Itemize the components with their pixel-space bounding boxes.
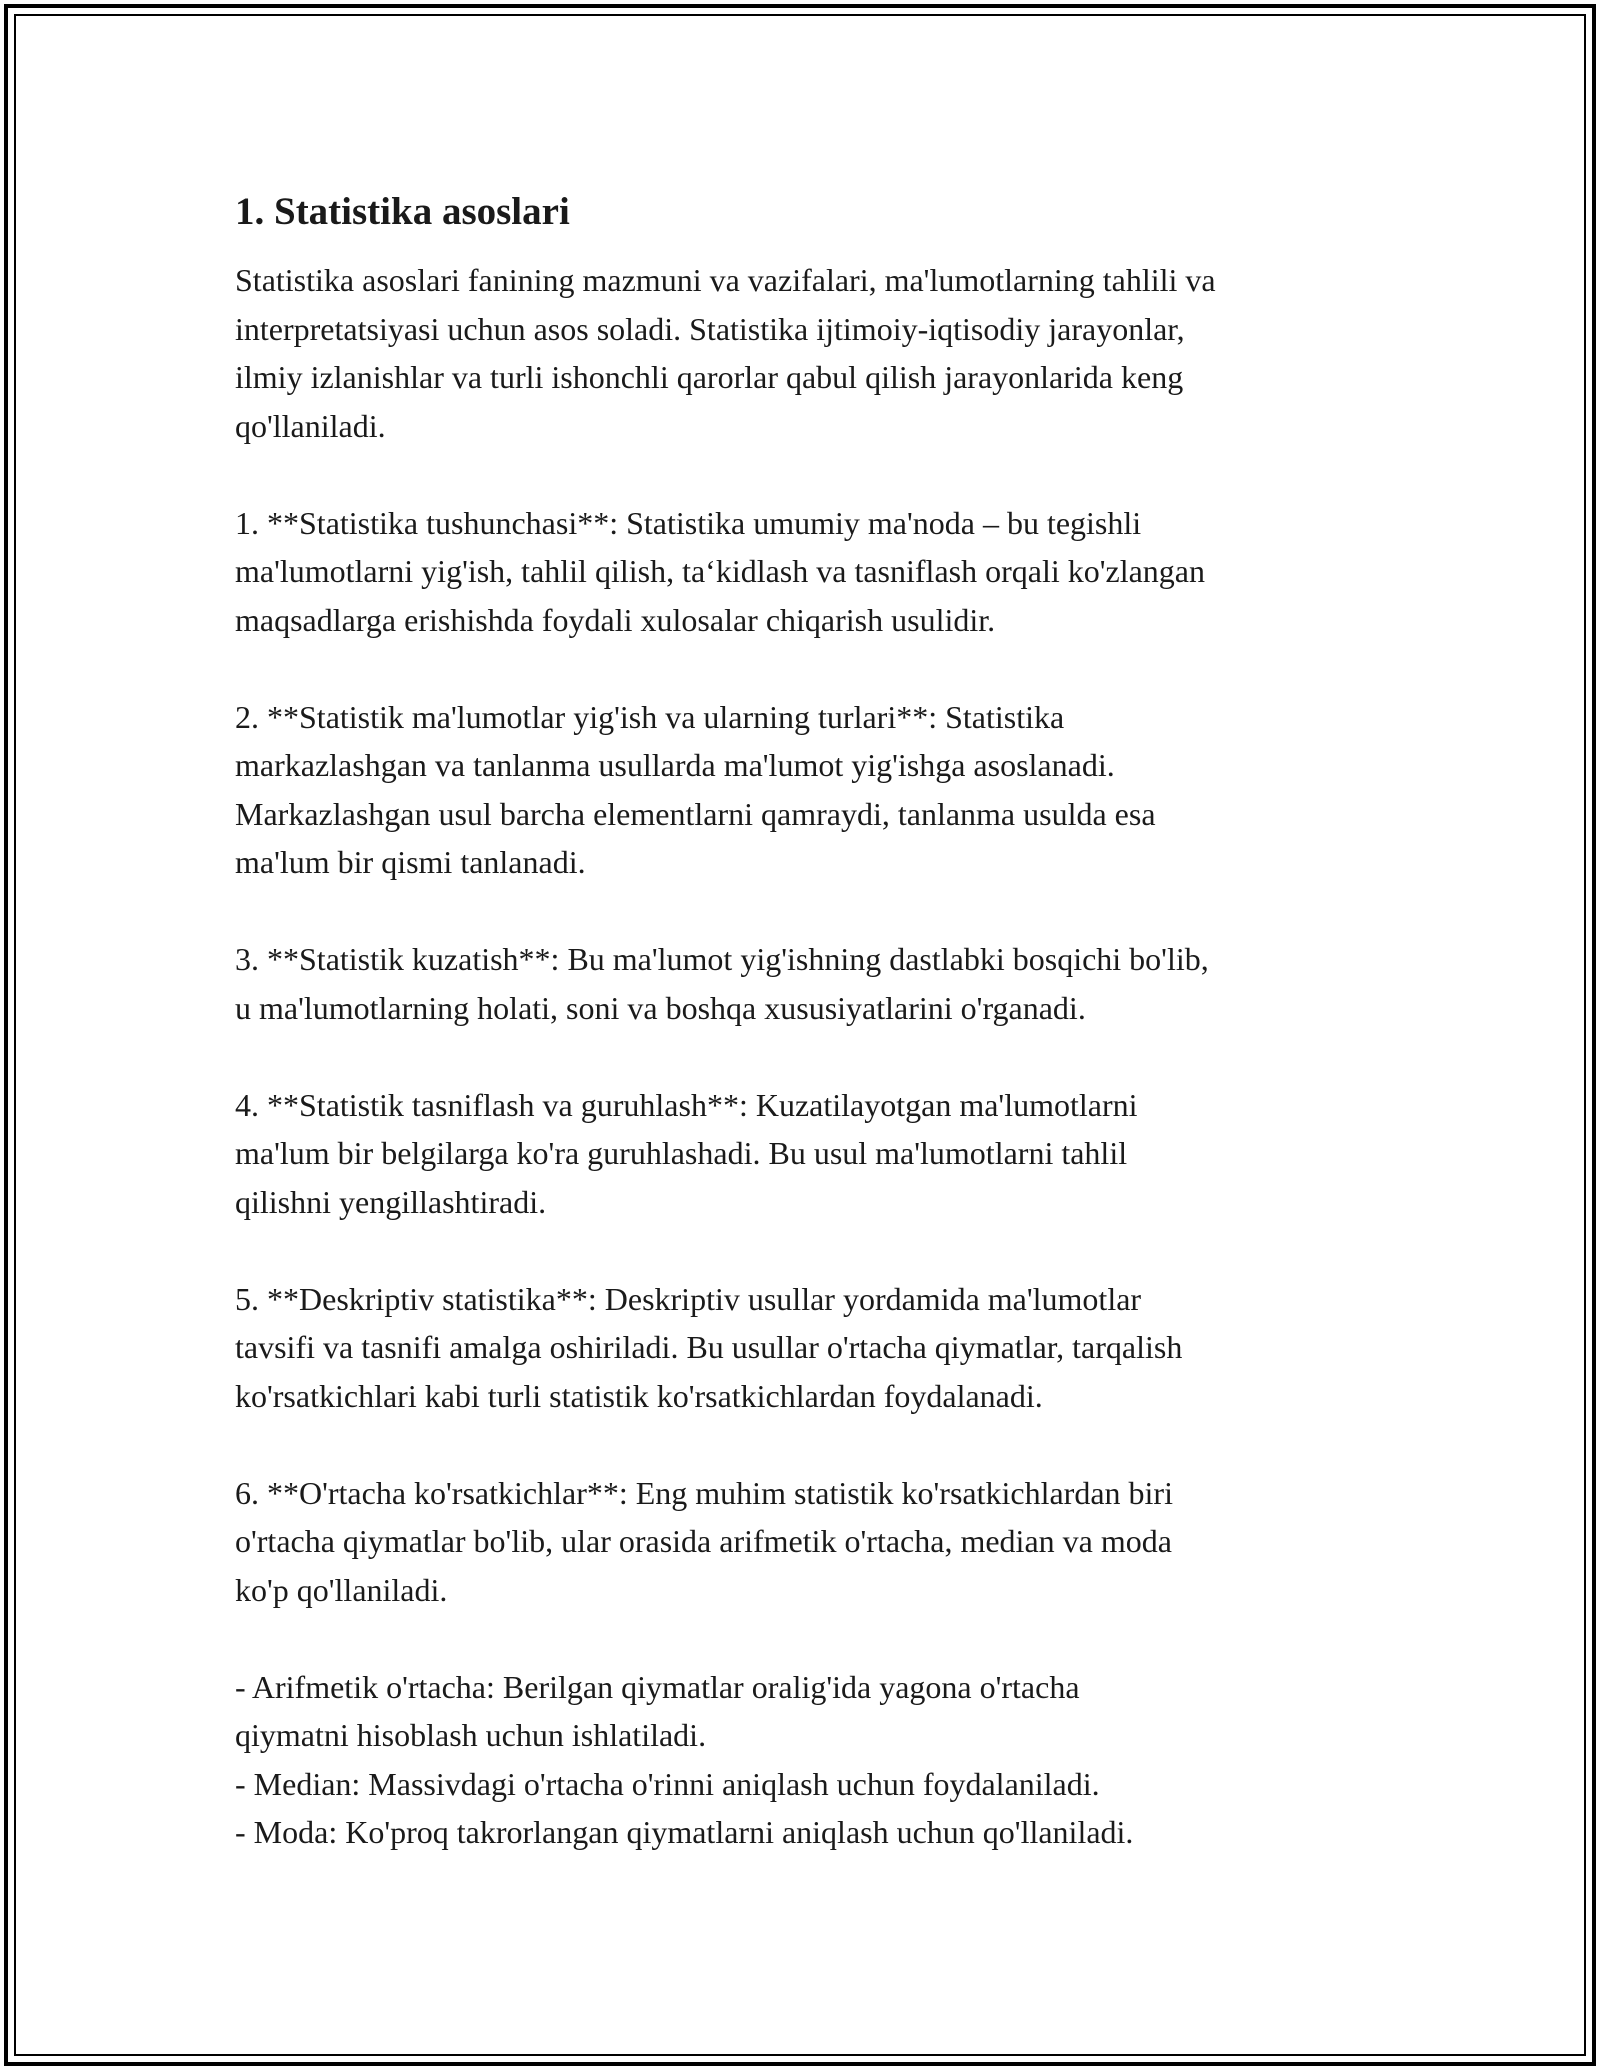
item-malumotlar-yigish: 2. **Statistik ma'lumotlar yig'ish va ularning turlari**: Statistika markazlashgan va tanlanma usullarda ma'lumot yig'ishga asoslanadi. Markazlashgan usul barcha elementlarni qamraydi, tanlanma usulda esa ma'lum bir qismi tanlanadi. [235, 698, 1156, 880]
sub-list-averages: - Arifmetik o'rtacha: Berilgan qiymatlar oralig'ida yagona o'rtacha qiymatni hisoblash uchun ishlatiladi. - Median: Massivdagi o'rtacha o'rinni aniqlash uchun foydalaniladi. - Moda: Ko'proq takrorlangan qiymatlarni aniqlash uchun qo'llaniladi. [235, 1668, 1134, 1850]
intro-paragraph: Statistika asoslari fanining mazmuni va vazifalari, ma'lumotlarning tahlili va interpretatsiyasi uchun asos soladi. Statistika ijtimoiy-iqtisodiy jarayonlar, ilmiy izlanishlar va turli ishonchli qarorlar qabul qilish jarayonlarida keng qo'llaniladi. [235, 262, 1216, 444]
document-body [235, 186, 1370, 1857]
item-statistik-kuzatish: 3. **Statistik kuzatish**: Bu ma'lumot yig'ishning dastlabki bosqichi bo'lib, u ma'lumotlarning holati, soni va boshqa xususiyatlarini o'rganadi. [235, 941, 1209, 1026]
item-tasniflash-guruhlash: 4. **Statistik tasniflash va guruhlash**: Kuzatilayotgan ma'lumotlarni ma'lum bir belgilarga ko'ra guruhlashadi. Bu usul ma'lumotlarni tahlil qilishni yengillashtiradi. [235, 1086, 1138, 1220]
section-heading: 1. Statistika asoslari [235, 190, 570, 233]
item-statistika-tushunchasi: 1. **Statistika tushunchasi**: Statistika umumiy ma'noda – bu tegishli ma'lumotlarni yig'ish, tahlil qilish, ta‘kidlash va tasniflash orqali ko'zlangan maqsadlarga erishishda foydali xulosalar chiqarish usulidir. [235, 504, 1205, 638]
item-deskriptiv-statistika: 5. **Deskriptiv statistika**: Deskriptiv usullar yordamida ma'lumotlar tavsifi va tasnifi amalga oshiriladi. Bu usullar o'rtacha qiymatlar, tarqalish ko'rsatkichlari kabi turli statistik ko'rsatkichlardan foydalanadi. [235, 1280, 1183, 1414]
item-ortacha-korsatkichlar: 6. **O'rtacha ko'rsatkichlar**: Eng muhim statistik ko'rsatkichlardan biri o'rtacha qiymatlar bo'lib, ular orasida arifmetik o'rtacha, median va moda ko'p qo'llaniladi. [235, 1474, 1173, 1608]
